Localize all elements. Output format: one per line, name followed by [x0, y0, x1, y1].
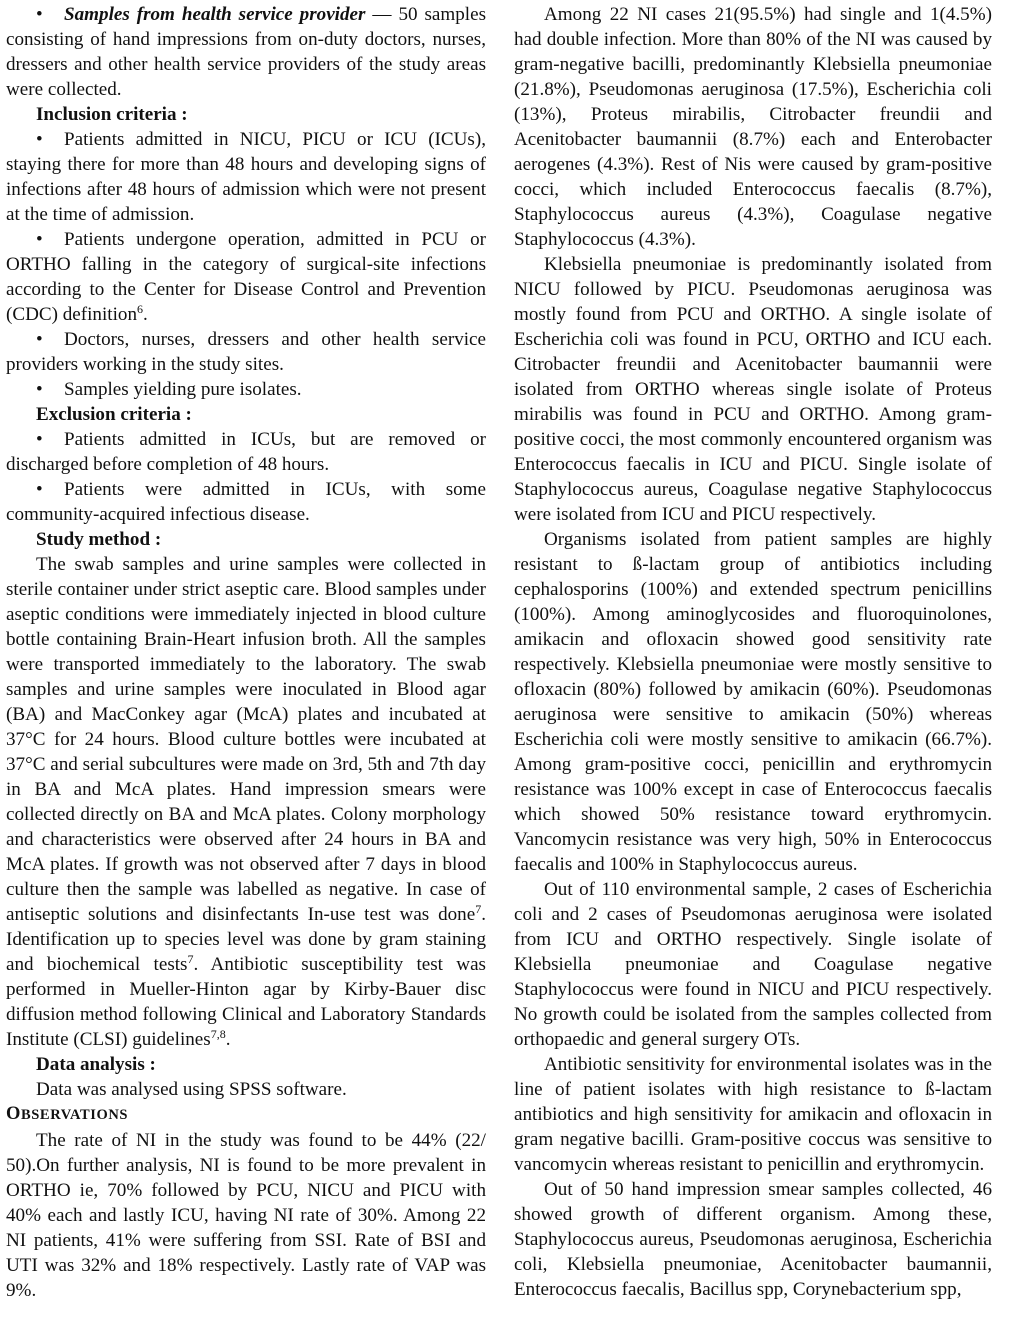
- data-analysis-heading: Data analysis :: [36, 1054, 156, 1075]
- inclusion-item-text: Patients undergone operation, admitted in PCU or ORTHO falling in the category of surgical-site infections according to the Center for Disease Control and Prevention (CDC) definition: [6, 229, 486, 325]
- bullet-icon: •: [36, 129, 43, 150]
- results-paragraph: Out of 110 environmental sample, 2 cases of Escherichia coli and 2 cases of Pseudomonas aeruginosa were isolated from ICU and ORTHO respectively. Single isolate of Klebsiella pneumoniae and Coagulase negative Staphylococcus were found in NICU and PICU respectively. No growth could be isolated from the samples collected from orthopaedic and general surgery OTs.: [514, 879, 992, 1050]
- bullet-icon: •: [36, 479, 43, 500]
- punctuation: .: [143, 304, 148, 325]
- right-column: [514, 2, 992, 1302]
- samples-paragraph: [6, 2, 486, 102]
- bullet-icon: •: [36, 329, 43, 350]
- citation: 7: [187, 952, 194, 966]
- study-method-paragraph: [6, 552, 486, 1052]
- results-paragraph: Organisms isolated from patient samples are highly resistant to ß-lactam group of antibiotics including cephalosporins (100%) and extended spectrum penicillins (100%). Among aminoglycosides and fluoroquinolones, amikacin and ofloxacin showed good sensitivity rate respectively. Klebsiella pneumoniae were mostly sensitive to ofloxacin (80%) followed by amikacin (60%). Pseudomonas aeruginosa were sensitive to amikacin (50%) whereas Escherichia coli were mostly sensitive to amikacin (66.7%). Among gram-positive cocci, penicillin and erythromycin resistance was 100% except in case of Enterococcus faecalis which showed 50% resistance toward erythromycin. Vancomycin resistance was very high, 50% in Enterococcus faecalis and 100% in Staphylococcus aureus.: [514, 529, 992, 875]
- observations-paragraph: The rate of NI in the study was found to be 44% (22/ 50).On further analysis, NI is found to be more prevalent in ORTHO ie, 70% followed by PCU, NICU and PICU with 40% each and lastly ICU, having NI rate of 30%. Among 22 NI patients, 41% were suffering from SSI. Rate of BSI and UTI was 32% and 18% respectively. Lastly rate of VAP was 9%.: [6, 1130, 486, 1301]
- inclusion-item: [6, 127, 486, 227]
- bullet-icon: •: [36, 379, 43, 400]
- bullet-icon: •: [36, 229, 43, 250]
- inclusion-heading: Inclusion criteria :: [36, 104, 188, 125]
- results-paragraph: Klebsiella pneumoniae is predominantly isolated from NICU followed by PICU. Pseudomonas aeruginosa was mostly found from PCU and ORTHO. A single isolate of Escherichia coli was found in PCU, ORTHO and ICU each. Citrobacter freundii and Acenitobacter baumannii were isolated from ORTHO whereas single isolate of Proteus mirabilis was found in PCU and ORTHO. Among gram-positive cocci, the most commonly encountered organism was Enterococcus faecalis in ICU and PICU. Single isolate of Staphylococcus aureus, Coagulase negative Staphylococcus were isolated from ICU and PICU respectively.: [514, 254, 992, 525]
- results-paragraph: Out of 50 hand impression smear samples collected, 46 showed growth of different organism. Among these, Staphylococcus aureus, Pseudomonas aeruginosa, Escherichia coli, Klebsiella pneumoniae, Acenitobacter baumannii, Enterococcus faecalis, Bacillus spp, Corynebacterium spp,: [514, 1179, 992, 1300]
- observations-rest: BSERVATIONS: [21, 1107, 129, 1123]
- exclusion-item: [6, 477, 486, 527]
- exclusion-item: [6, 427, 486, 477]
- citation: 6: [137, 302, 143, 316]
- results-paragraph: Antibiotic sensitivity for environmental isolates was in the line of patient isolates with high resistance to ß-lactam antibiotics and high sensitivity for amikacin and ofloxacin in gram negative bacilli. Gram-positive coccus was sensitive to vancomycin whereas resistant to penicillin and erythromycin.: [514, 1054, 992, 1175]
- inclusion-item: [6, 227, 486, 327]
- study-text: . Identification up to species level was done by gram staining and biochemical tests: [6, 904, 486, 975]
- data-analysis-text: Data was analysed using SPSS software.: [36, 1079, 347, 1100]
- left-column: [6, 2, 486, 1303]
- exclusion-heading: Exclusion criteria :: [36, 404, 192, 425]
- exclusion-item-text: Patients were admitted in ICUs, with some community-acquired infectious disease.: [6, 479, 486, 525]
- observations-initial: O: [6, 1104, 21, 1124]
- exclusion-item-text: Patients admitted in ICUs, but are removed or discharged before completion of 48 hours.: [6, 429, 486, 475]
- study-text: . Antibiotic susceptibility test was performed in Mueller-Hinton agar by Kirby-Bauer disc diffusion method following Clinical and Laboratory Standards Institute (CLSI) guidelines: [6, 954, 486, 1050]
- citation: 7,8: [210, 1027, 226, 1041]
- results-paragraph: Among 22 NI cases 21(95.5%) had single and 1(4.5%) had double infection. More than 80% of the NI was caused by gram-negative bacilli, predominantly Klebsiella pneumoniae (21.8%), Pseudomonas aeruginosa (17.5%), Escherichia coli (13%), Proteus mirabilis, Citrobacter freundii and Acenitobacter baumannii (8.7%) each and Enterobacter aerogenes (4.3%). Rest of Nis were caused by gram-positive cocci, which included Enterococcus faecalis (8.7%), Staphylococcus aureus (4.3%), Coagulase negative Staphylococcus (4.3%).: [514, 4, 992, 250]
- samples-text: — 50 samples consisting of hand impressions from on-duty doctors, nurses, dressers and other health service providers of the study areas were collected.: [6, 4, 486, 100]
- inclusion-item-text: Doctors, nurses, dressers and other health service providers working in the study sites.: [6, 329, 486, 375]
- samples-lead: Samples from health service provider: [64, 4, 366, 25]
- inclusion-item: [6, 327, 486, 377]
- study-method-heading: Study method :: [36, 529, 162, 550]
- citation: 7: [475, 902, 482, 916]
- inclusion-item-text: Patients admitted in NICU, PICU or ICU (ICUs), staying there for more than 48 hours and developing signs of infections after 48 hours of admission which were not present at the time of admission.: [6, 129, 486, 225]
- bullet-icon: •: [36, 4, 43, 25]
- observations-heading: [6, 1102, 486, 1128]
- inclusion-item-text: Samples yielding pure isolates.: [64, 379, 302, 400]
- punctuation: .: [225, 1029, 231, 1050]
- bullet-icon: •: [36, 429, 43, 450]
- inclusion-item: [6, 377, 486, 402]
- study-text: The swab samples and urine samples were collected in sterile container under strict aseptic care. Blood samples under aseptic conditions were immediately injected in blood culture bottle containing Brain-Heart infusion broth. All the samples were transported immediately to the laboratory. The swab samples and urine samples were inoculated in Blood agar (BA) and MacConkey agar (McA) plates and incubated at 37°C for 24 hours. Blood culture bottles were incubated at 37°C and serial subcultures were made on 3rd, 5th and 7th day in BA and McA plates. Hand impression smears were collected directly on BA and McA plates. Colony morphology and characteristics were observed after 24 hours in BA and McA plates. If growth was not observed after 7 days in blood culture then the sample was labelled as negative. In case of antiseptic solutions and disinfectants In-use test was done: [6, 554, 486, 925]
